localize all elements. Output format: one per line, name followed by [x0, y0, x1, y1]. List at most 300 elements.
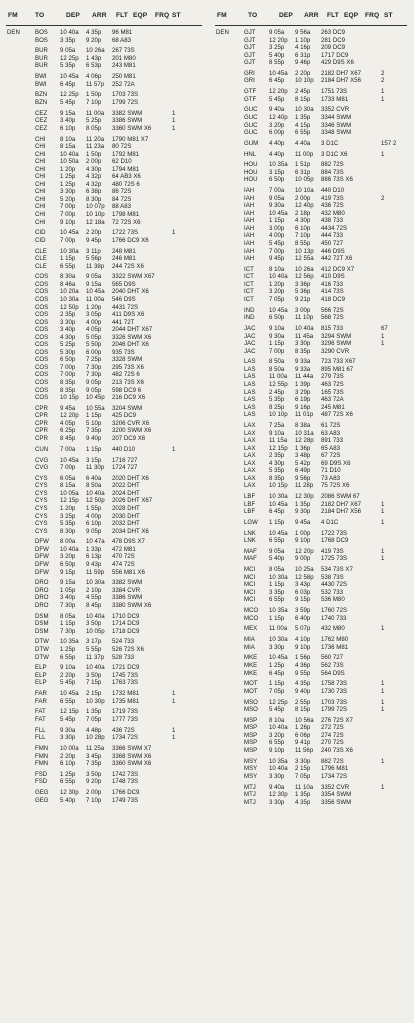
stops: 1 — [381, 508, 385, 516]
schedule-row — [209, 210, 409, 218]
departure-time: 9 40a — [269, 783, 285, 791]
flight-info: 3326 SWM X6 — [112, 333, 152, 341]
flight-info: 1710 DC9 — [112, 612, 140, 620]
flight-info: 3360 SWM X6 — [112, 124, 152, 132]
stops: 1 — [381, 95, 385, 103]
destination-code: IAH — [244, 247, 255, 255]
flight-info: 1766 DC9 — [112, 789, 140, 797]
schedule-row — [209, 654, 409, 662]
departure-time: 3 20p — [269, 288, 285, 296]
schedule-row — [209, 266, 409, 274]
departure-time: 5 25p — [60, 341, 76, 349]
flight-info: 470 72S — [112, 553, 135, 561]
departure-time: 10 45a — [60, 73, 79, 81]
departure-time: 10 45a — [269, 306, 288, 314]
destination-code: CVG — [35, 456, 49, 464]
departure-time: 12 25p — [60, 91, 79, 99]
schedule-row — [0, 690, 200, 698]
arrival-time: 1 51p — [295, 161, 311, 169]
destination-code: CUN — [35, 445, 49, 453]
destination-code: LAX — [244, 444, 256, 452]
flight-info: 245 M81 — [321, 403, 345, 411]
arrival-time: 11 59p — [86, 568, 105, 576]
flight-info: 432 M80 — [321, 209, 345, 217]
destination-code: MTJ — [244, 783, 256, 791]
route-group — [0, 229, 200, 244]
destination-code: COS — [35, 296, 49, 303]
departure-time: 6 50p — [269, 314, 285, 322]
flight-info: 1717 DC9 — [321, 51, 349, 59]
stops: 2 — [381, 69, 385, 77]
arrival-time: 9 56a — [295, 29, 311, 36]
arrival-time: 2 20p — [295, 69, 311, 77]
schedule-row — [209, 475, 409, 483]
flight-info: 3352 CVR — [321, 783, 350, 791]
arrival-time: 9 30p — [295, 508, 311, 516]
flight-info: 252 72A — [112, 80, 135, 88]
flight-info: 884 73S — [321, 168, 344, 176]
destination-code: ELP — [35, 671, 47, 679]
departure-time: 5 35p — [60, 62, 76, 70]
schedule-row — [209, 366, 409, 374]
header-rule-left — [6, 25, 202, 26]
arrival-time: 11 57p — [86, 80, 105, 88]
departure-time: 6 50p — [60, 560, 76, 568]
departure-time: 11 00a — [269, 373, 288, 381]
flight-info: 438 733 — [321, 217, 344, 225]
schedule-row — [0, 646, 200, 654]
schedule-row — [209, 96, 409, 104]
route-group — [209, 151, 409, 159]
timetable-column-left — [0, 29, 200, 807]
flight-info: 3386 SWM — [112, 594, 143, 602]
schedule-row — [209, 596, 409, 604]
arrival-time: 9 10p — [295, 537, 311, 545]
schedule-row — [0, 326, 200, 334]
route-group — [0, 690, 200, 705]
flight-info: 562 73S — [321, 661, 344, 669]
arrival-time: 4 35p — [295, 680, 311, 688]
schedule-row — [0, 546, 200, 554]
arrival-time: 1 15p — [86, 412, 102, 420]
destination-code: GRI — [244, 77, 255, 85]
flight-info: 1721 DC9 — [112, 664, 140, 672]
schedule-row — [0, 412, 200, 420]
schedule-row — [0, 538, 200, 546]
departure-time: 9 30a — [60, 726, 76, 734]
schedule-row — [209, 77, 409, 85]
arrival-time: 6 10p — [86, 520, 102, 528]
schedule-row — [209, 625, 409, 633]
destination-code: CHI — [35, 180, 46, 188]
arrival-time: 4 35p — [86, 29, 102, 36]
schedule-row — [209, 688, 409, 696]
flight-info: 480 72S 6 — [112, 180, 140, 188]
flight-info: 1730 73S — [321, 687, 348, 695]
schedule-row — [0, 110, 200, 118]
destination-code: LAS — [244, 373, 256, 381]
flight-info: 1734 72S — [112, 734, 139, 742]
route-group — [0, 47, 200, 70]
flight-info: 3344 SWM — [321, 114, 352, 122]
destination-code: CYS — [35, 497, 48, 505]
departure-time: 8 35p — [60, 379, 76, 387]
flight-info: 270 72S — [321, 739, 344, 747]
departure-time: 8 46a — [60, 280, 76, 288]
schedule-row — [0, 716, 200, 724]
destination-code: CLE — [35, 247, 47, 255]
flight-info: 3294 SWM — [321, 332, 352, 340]
schedule-row — [209, 445, 409, 453]
arrival-time: 5 55p — [86, 646, 102, 654]
flight-info: 1763 73S — [112, 679, 139, 687]
departure-time: 8 00a — [60, 538, 76, 546]
arrival-time: 3 30p — [295, 757, 311, 765]
arrival-time: 10 10a — [295, 187, 314, 195]
origin-code: DEN — [216, 29, 229, 36]
destination-code: DRO — [35, 579, 49, 587]
departure-time: 3 20p — [269, 731, 285, 739]
schedule-row — [209, 519, 409, 527]
stops: 1 — [172, 229, 176, 237]
departure-time: 10 45a — [269, 69, 288, 77]
flight-info: 1751 73S — [321, 88, 348, 96]
flight-info: 67 72S — [321, 452, 341, 460]
departure-time: 5 45p — [60, 715, 76, 723]
schedule-row — [0, 349, 200, 357]
departure-time: 8 10a — [269, 716, 285, 724]
header-flt: FLT — [116, 12, 128, 19]
flight-info: 246 M81 — [112, 255, 136, 263]
flight-info: 528 733 — [112, 653, 135, 661]
departure-time: 6 55p — [269, 739, 285, 747]
schedule-row — [0, 520, 200, 528]
flight-info: 416 733 — [321, 280, 344, 288]
departure-time: 2 20p — [60, 752, 76, 760]
stops: 1 — [172, 117, 176, 125]
arrival-time: 8 55p — [295, 239, 311, 247]
schedule-row — [0, 620, 200, 628]
flight-info: 295 73S X6 — [112, 363, 144, 371]
destination-code: FLL — [35, 734, 46, 742]
departure-time: 3 30p — [60, 318, 76, 326]
arrival-time: 10 40a — [86, 489, 105, 497]
destination-code: CYS — [35, 489, 48, 497]
arrival-time: 6 03p — [295, 588, 311, 596]
departure-time: 8 30a — [60, 273, 76, 281]
schedule-row — [209, 636, 409, 644]
flight-info: 3328 SWM — [112, 356, 143, 364]
schedule-row — [209, 724, 409, 732]
arrival-time: 4 30p — [86, 165, 102, 173]
destination-code: CEZ — [35, 117, 48, 125]
schedule-row — [0, 727, 200, 735]
destination-code: GJT — [244, 36, 256, 44]
schedule-row — [0, 420, 200, 428]
arrival-time: 11 23a — [86, 143, 105, 151]
departure-time: 9 10a — [269, 325, 285, 333]
arrival-time: 9 20p — [86, 36, 102, 44]
arrival-time: 3 43p — [295, 581, 311, 589]
route-group — [209, 758, 409, 781]
departure-time: 8 30p — [60, 527, 76, 535]
flight-info: 3290 CVR — [321, 347, 350, 355]
schedule-row — [0, 753, 200, 761]
schedule-row — [0, 211, 200, 219]
schedule-row — [209, 482, 409, 490]
arrival-time: 6 06p — [295, 731, 311, 739]
destination-code: JAC — [244, 347, 256, 355]
destination-code: LAS — [244, 411, 256, 419]
arrival-time: 5 56p — [86, 255, 102, 263]
schedule-row — [0, 553, 200, 561]
arrival-time: 11 38p — [86, 262, 105, 270]
departure-time: 8 25p — [269, 403, 285, 411]
flight-info: 1796 M81 — [321, 765, 349, 773]
arrival-time: 7 10p — [86, 796, 102, 804]
destination-code: JAC — [244, 332, 256, 340]
schedule-row — [0, 151, 200, 159]
destination-code: COS — [35, 318, 49, 326]
departure-time: 3 30p — [60, 188, 76, 196]
departure-time: 5 45p — [269, 706, 285, 714]
schedule-row — [0, 789, 200, 797]
schedule-row — [0, 296, 200, 304]
arrival-time: 1 50p — [86, 150, 102, 158]
route-group — [209, 636, 409, 651]
schedule-row — [0, 158, 200, 166]
arrival-time: 11 25a — [86, 744, 105, 752]
destination-code: MTJ — [244, 791, 256, 799]
schedule-row — [209, 217, 409, 225]
destination-code: DRO — [35, 594, 49, 602]
destination-code: LGW — [244, 518, 258, 526]
arrival-time: 11 44a — [295, 373, 314, 381]
flight-info: 895 M81 67 — [321, 365, 354, 373]
route-group — [0, 91, 200, 106]
flight-info: 1733 M81 — [321, 95, 349, 103]
destination-code: CYS — [35, 482, 48, 490]
arrival-time: 6 40p — [295, 614, 311, 622]
schedule-row — [209, 106, 409, 114]
flight-info: 418 DC9 — [321, 296, 346, 303]
flight-info: 2184 DH7 X56 — [321, 77, 361, 85]
flight-info: 414 73S — [321, 288, 344, 296]
destination-code: FMN — [35, 760, 49, 768]
flight-info: 2030 DHT — [112, 512, 140, 520]
schedule-row — [0, 446, 200, 454]
departure-time: 10 15p — [60, 394, 79, 402]
arrival-time: 4 00p — [86, 318, 102, 326]
departure-time: 7 00p — [60, 210, 76, 218]
arrival-time: 9 33a — [295, 358, 311, 366]
stops: 1 — [172, 445, 176, 453]
flight-info: 2032 DHT — [112, 520, 140, 528]
arrival-time: 4 10p — [295, 636, 311, 644]
destination-code: LAX — [244, 452, 256, 460]
flight-info: 2020 DHT X6 — [112, 474, 149, 482]
route-group — [0, 613, 200, 636]
arrival-time: 11 00a — [86, 109, 105, 117]
arrival-time: 10 40a — [86, 664, 105, 672]
departure-time: 5 35p — [269, 467, 285, 475]
arrival-time: 9 43p — [86, 560, 102, 568]
arrival-time: 4 40a — [295, 139, 311, 147]
destination-code: CHI — [35, 143, 46, 151]
departure-time: 8 50a — [269, 358, 285, 366]
destination-code: IAH — [244, 217, 255, 225]
flight-info: 1799 72S — [112, 98, 139, 106]
destination-code: FAT — [35, 708, 46, 716]
destination-code: GJT — [244, 29, 256, 36]
flight-info: 240 73S X6 — [321, 746, 353, 754]
stops: 1 — [172, 124, 176, 132]
schedule-row — [0, 55, 200, 63]
flight-info: 432 M80 — [321, 625, 345, 633]
departure-time: 10 45a — [60, 229, 79, 237]
schedule-row — [0, 196, 200, 204]
route-group — [0, 475, 200, 535]
flight-info: 1722 73S — [321, 529, 348, 537]
route-group — [209, 422, 409, 490]
departure-time: 8 45p — [60, 435, 76, 443]
destination-code: MKE — [244, 661, 258, 669]
stops: 2 — [381, 194, 385, 202]
destination-code: ELP — [35, 679, 47, 687]
arrival-time: 11 56p — [295, 746, 314, 754]
flight-info: 1719 73S — [112, 708, 139, 716]
departure-time: 10 30a — [269, 573, 288, 581]
flight-info: 3200 SWM X6 — [112, 427, 152, 435]
flight-info: 96 M81 — [112, 29, 133, 36]
destination-code: BWI — [35, 73, 47, 81]
flight-info: 886 73S X6 — [321, 176, 353, 184]
schedule-row — [209, 574, 409, 582]
departure-time: 6 10p — [60, 760, 76, 768]
departure-time: 3 35p — [269, 588, 285, 596]
departure-time: 1 15p — [269, 581, 285, 589]
arrival-time: 3 50p — [86, 620, 102, 628]
destination-code: MSO — [244, 706, 258, 714]
arrival-time: 10 25a — [295, 566, 314, 574]
departure-time: 3 40p — [60, 326, 76, 334]
arrival-time: 12 55a — [295, 255, 314, 263]
flight-info: 882 72S — [321, 757, 344, 765]
destination-code: COS — [35, 379, 49, 387]
arrival-time: 8 15p — [295, 95, 311, 103]
schedule-row — [0, 136, 200, 144]
stops: 1 — [381, 340, 385, 348]
route-group — [209, 566, 409, 604]
schedule-row — [0, 771, 200, 779]
header-st: ST — [384, 12, 393, 19]
destination-code: COS — [35, 273, 49, 281]
departure-time: 5 30p — [60, 348, 76, 356]
flight-info: 1722 73S — [112, 229, 139, 237]
arrival-time: 10 45p — [86, 394, 105, 402]
destination-code: MOT — [244, 687, 258, 695]
schedule-row — [209, 493, 409, 501]
departure-time: 12 25p — [60, 54, 79, 62]
destination-code: HNL — [244, 150, 257, 158]
schedule-row — [209, 717, 409, 725]
flight-info: 69 D9S X6 — [321, 459, 351, 467]
route-group — [209, 519, 409, 527]
destination-code: IAH — [244, 194, 255, 202]
schedule-row — [0, 73, 200, 81]
schedule-row — [209, 59, 409, 67]
arrival-time: 8 30p — [86, 195, 102, 203]
destination-code: GJT — [244, 44, 256, 52]
flight-info: 538 73S — [321, 573, 344, 581]
destination-code: GJT — [244, 51, 256, 59]
route-group — [0, 73, 200, 88]
departure-time: 12 40p — [269, 114, 288, 122]
route-group — [209, 717, 409, 755]
departure-time: 6 55p — [269, 537, 285, 545]
flight-info: 68 A83 — [112, 36, 131, 44]
route-group — [209, 530, 409, 545]
departure-time: 3 20p — [60, 553, 76, 561]
route-group — [0, 457, 200, 472]
stops: 1 — [172, 697, 176, 705]
flight-info: 248 M81 — [112, 247, 136, 255]
route-group — [209, 106, 409, 136]
schedule-row — [209, 202, 409, 210]
arrival-time: 9 16p — [295, 403, 311, 411]
schedule-row — [0, 482, 200, 490]
schedule-row — [209, 589, 409, 597]
flight-info: 1748 73S — [112, 778, 139, 786]
schedule-row — [209, 314, 409, 322]
flight-info: 1716 727 — [112, 456, 138, 464]
departure-time: 8 15a — [60, 482, 76, 490]
departure-time: 1 25p — [60, 770, 76, 778]
departure-time: 7 00p — [60, 203, 76, 211]
departure-time: 10 40a — [60, 545, 79, 553]
flight-info: 536 M80 — [321, 596, 345, 604]
destination-code: COS — [35, 288, 49, 296]
stops: 1 — [172, 109, 176, 117]
departure-time: 12 30p — [269, 791, 288, 799]
arrival-time: 5 25p — [86, 117, 102, 125]
flight-info: 815 733 — [321, 325, 344, 333]
arrival-time: 1 39p — [295, 381, 311, 389]
arrival-time: 10 13p — [295, 247, 314, 255]
flight-info: 556 M81 X6 — [112, 568, 145, 576]
destination-code: FMN — [35, 752, 49, 760]
destination-code: IAH — [244, 209, 255, 217]
route-group — [0, 405, 200, 443]
flight-info: 86 72S — [112, 188, 132, 196]
header-flt: FLT — [327, 12, 339, 19]
destination-code: ICT — [244, 288, 254, 296]
departure-time: 10 45a — [269, 209, 288, 217]
arrival-time: 1 33p — [86, 545, 102, 553]
schedule-row — [0, 427, 200, 435]
route-group — [0, 708, 200, 723]
departure-time: 7 00a — [60, 445, 76, 453]
departure-time: 6 55p — [60, 697, 76, 705]
destination-code: CYS — [35, 527, 48, 535]
flight-info: 201 M80 — [112, 54, 136, 62]
destination-code: LNK — [244, 529, 256, 537]
destination-code: BUR — [35, 54, 48, 62]
destination-code: MKE — [244, 669, 258, 677]
departure-time: 1 15p — [269, 340, 285, 348]
departure-time: 10 45a — [60, 456, 79, 464]
flight-info: 440 D10 — [112, 445, 136, 453]
